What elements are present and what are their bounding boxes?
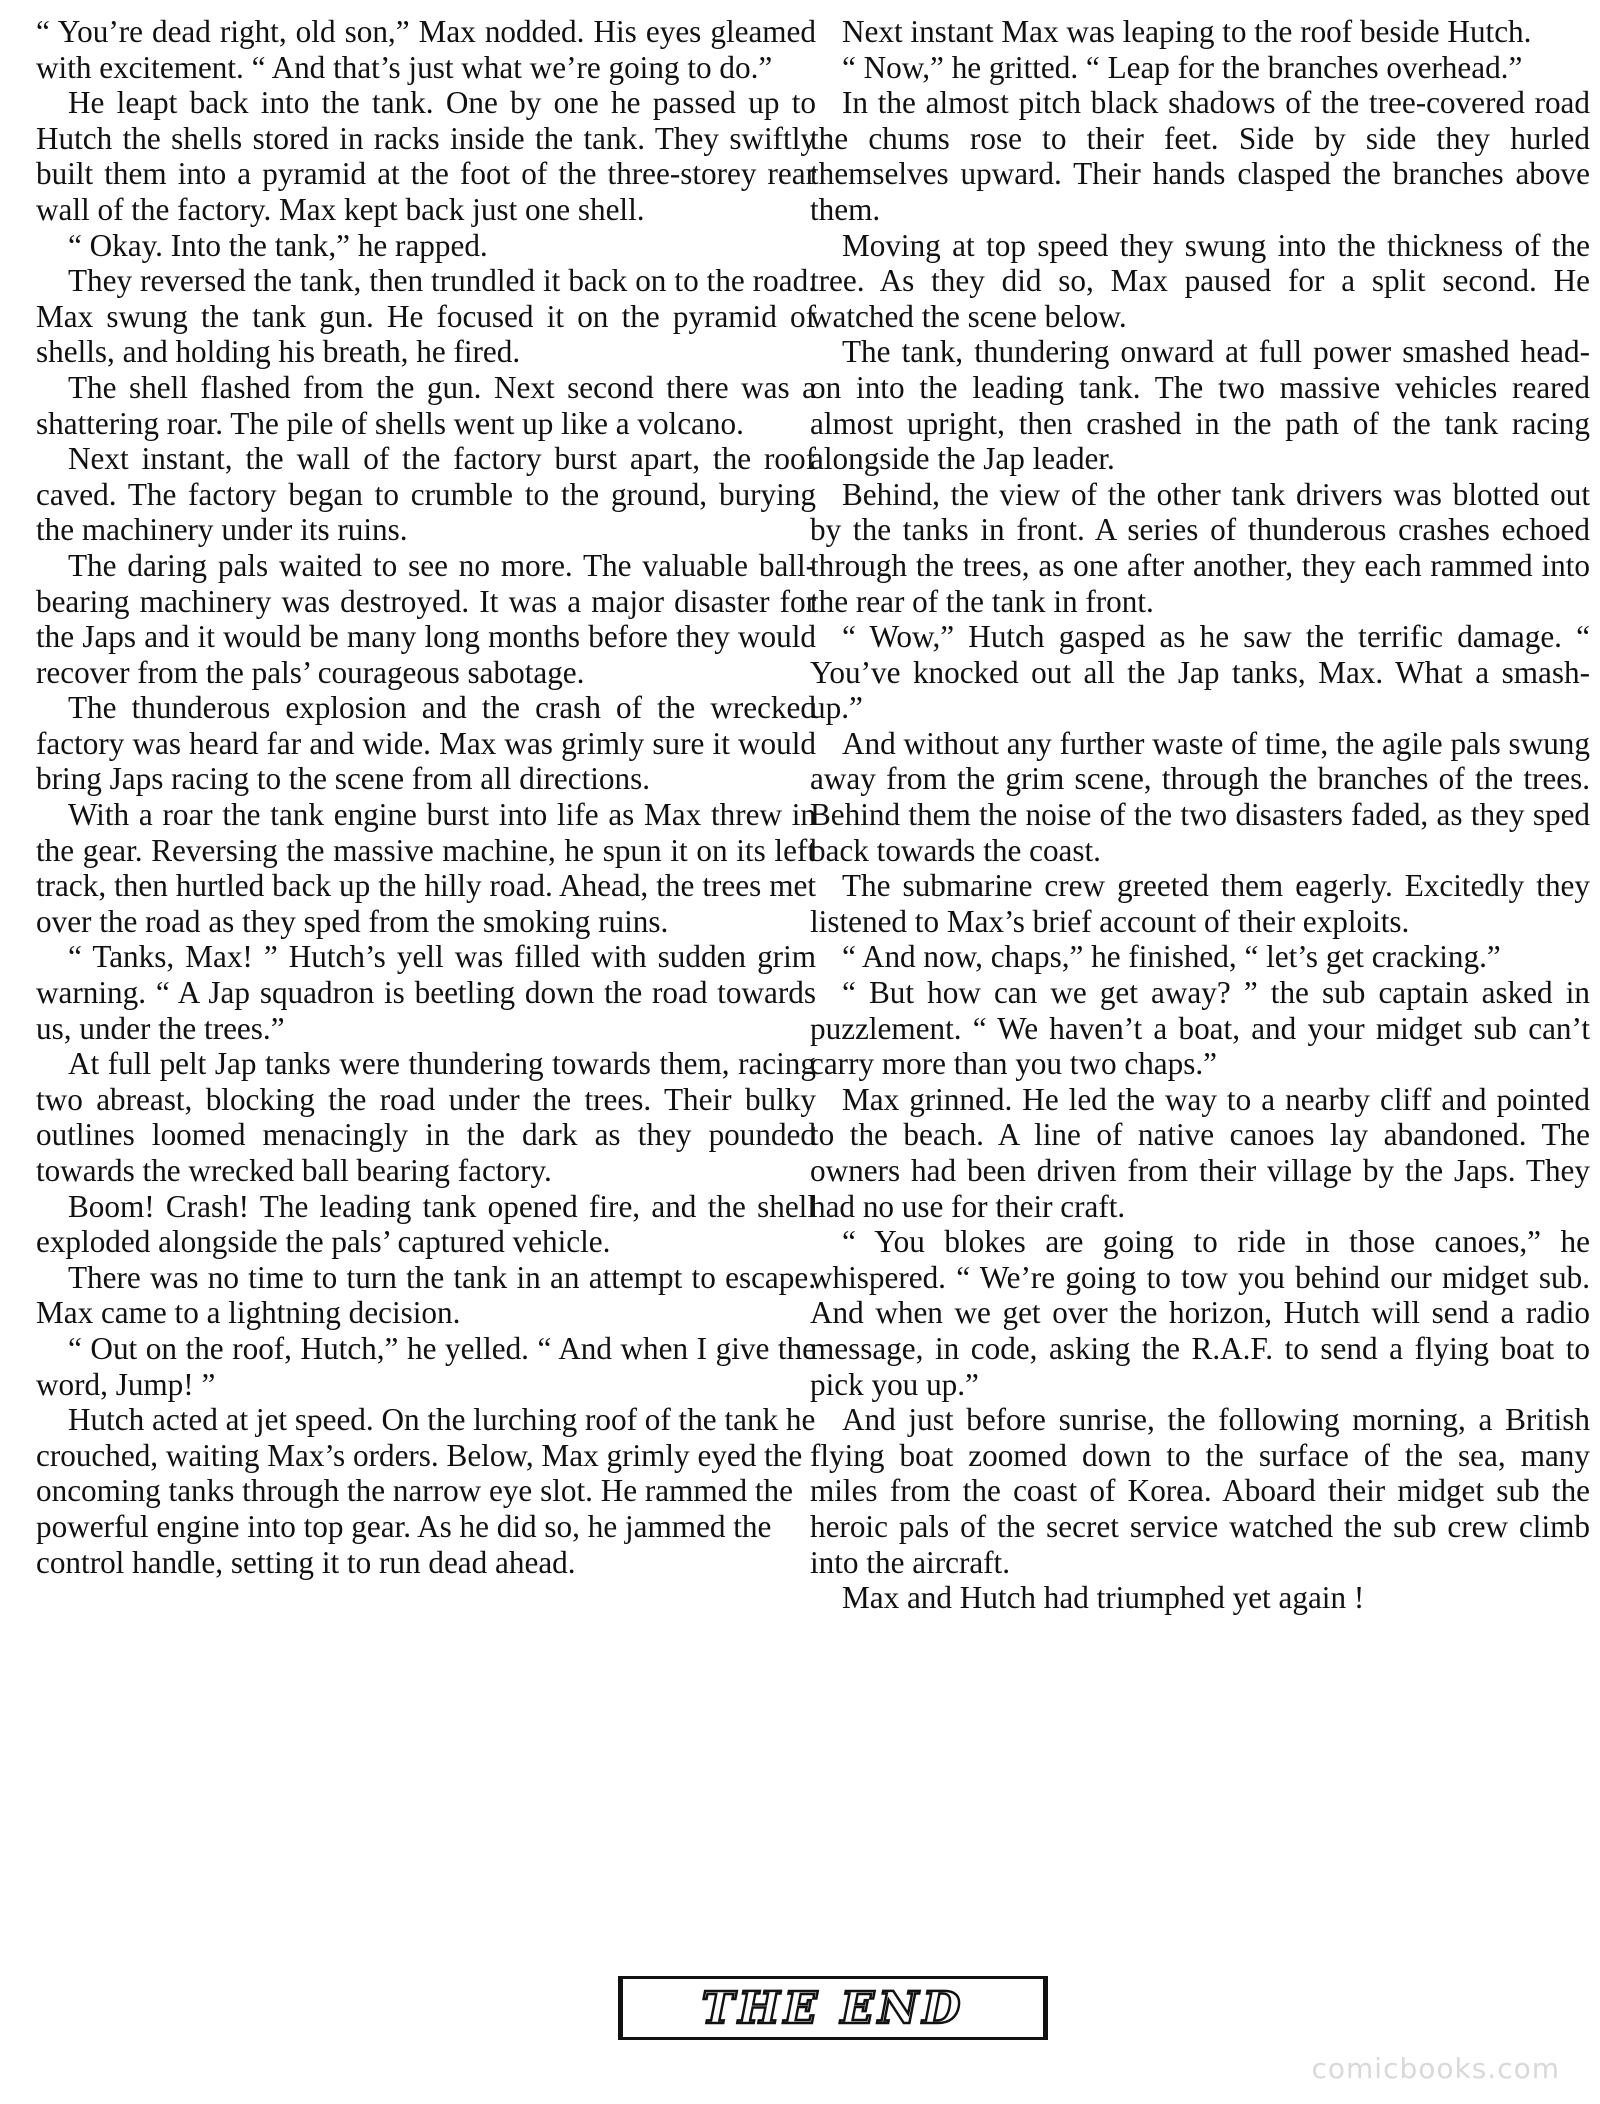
the-end-text: THE END	[701, 1982, 965, 2034]
paragraph: And just before sunrise, the following morning, a British flying boat zoomed down to the surface of the sea, many miles from the coast of Korea. Aboard their midget sub the heroic pals of the secret service watched the sub crew climb into the aircraft.	[810, 1402, 1590, 1580]
paragraph: The shell flashed from the gun. Next second there was a shattering roar. The pile of shells went up like a volcano.	[36, 369, 816, 441]
paragraph: The submarine crew greeted them eagerly. Excitedly they listened to Max’s brief account of their exploits.	[810, 868, 1590, 939]
text-column-right	[810, 14, 1590, 1616]
paragraph: “ You blokes are going to ride in those canoes,” he whispered. “ We’re going to tow you behind our midget sub. And when we get over the horizon, Hutch will send a radio message, in code, asking the R.A.F. to send a flying boat to pick you up.”	[810, 1224, 1590, 1402]
paragraph: “ Wow,” Hutch gasped as he saw the terrific damage. “ You’ve knocked out all the Jap tanks, Max. What a smash-up.”	[810, 619, 1590, 726]
paragraph: “ Out on the roof, Hutch,” he yelled. “ And when I give the word, Jump! ”	[36, 1330, 816, 1402]
paragraph: Moving at top speed they swung into the thickness of the tree. As they did so, Max paused for a split second. He watched the scene below.	[810, 227, 1590, 334]
paragraph: They reversed the tank, then trundled it back on to the road. Max swung the tank gun. He focused it on the pyramid of shells, and holding his breath, he fired.	[36, 263, 816, 370]
text-column-left	[36, 14, 816, 1580]
paragraph: Next instant, the wall of the factory burst apart, the roof caved. The factory began to crumble to the ground, burying the machinery under its ruins.	[36, 441, 816, 548]
the-end-banner	[618, 1976, 1048, 2040]
paragraph: He leapt back into the tank. One by one he passed up to Hutch the shells stored in racks inside the tank. They swiftly built them into a pyramid at the foot of the three-storey rear wall of the factory. Max kept back just one shell.	[36, 85, 816, 227]
paragraph: The daring pals waited to see no more. The valuable ball-bearing machinery was destroyed. It was a major disaster for the Japs and it would be many long months before they would recover from the pals’ courageous sabotage.	[36, 547, 816, 690]
paragraph: “ Tanks, Max! ” Hutch’s yell was filled with sudden grim warning. “ A Jap squadron is beetling down the road towards us, under the trees.”	[36, 939, 816, 1046]
paragraph: Behind, the view of the other tank drivers was blotted out by the tanks in front. A series of thunderous crashes echoed through the trees, as one after another, they each rammed into the rear of the tank in front.	[810, 476, 1590, 619]
paragraph: With a roar the tank engine burst into life as Max threw in the gear. Reversing the massive machine, he spun it on its left track, then hurtled back up the hilly road. Ahead, the trees met over the road as they sped from the smoking ruins.	[36, 797, 816, 939]
paragraph: “ Okay. Into the tank,” he rapped.	[68, 227, 488, 263]
paragraph: Hutch acted at jet speed. On the lurching roof of the tank he crouched, waiting Max’s orders. Below, Max grimly eyed the oncoming tanks through the narrow eye slot. He rammed the powerful engine into top gear. As he did so, he jammed the control handle, setting it to run dead ahead.	[36, 1402, 816, 1580]
paragraph: In the almost pitch black shadows of the tree-covered road the chums rose to their feet. Side by side they hurled themselves upward. Their hands clasped the branches above them.	[810, 85, 1590, 227]
paragraph: And without any further waste of time, the agile pals swung away from the grim scene, through the branches of the trees. Behind them the noise of the two disasters faded, as they sped back towards the coast.	[810, 725, 1590, 868]
paragraph: “ But how can we get away? ” the sub captain asked in puzzlement. “ We haven’t a boat, and your midget sub can’t carry more than you two chaps.”	[810, 975, 1590, 1082]
paragraph: Max and Hutch had triumphed yet again !	[842, 1580, 1365, 1616]
paragraph: At full pelt Jap tanks were thundering towards them, racing two abreast, blocking the road under the trees. Their bulky outlines loomed menacingly in the dark as they pounded towards the wrecked ball bearing factory.	[36, 1046, 816, 1188]
paragraph: “ And now, chaps,” he finished, “ let’s get cracking.”	[842, 939, 1501, 975]
paragraph: Next instant Max was leaping to the roof beside Hutch.	[842, 14, 1532, 49]
paragraph: “ You’re dead right, old son,” Max nodded. His eyes gleamed with excitement. “ And that’s just what we’re going to do.”	[36, 14, 816, 85]
paragraph: The tank, thundering onward at full power smashed head-on into the leading tank. The two massive vehicles reared almost upright, then crashed in the path of the tank racing alongside the Jap leader.	[810, 334, 1590, 477]
paragraph: Max grinned. He led the way to a nearby cliff and pointed to the beach. A line of native canoes lay abandoned. The owners had been driven from their village by the Japs. They had no use for their craft.	[810, 1081, 1590, 1224]
paragraph: Boom! Crash! The leading tank opened fire, and the shell exploded alongside the pals’ captured vehicle.	[36, 1188, 816, 1260]
paragraph: The thunderous explosion and the crash of the wrecked factory was heard far and wide. Max was grimly sure it would bring Japs racing to the scene from all directions.	[36, 690, 816, 797]
paragraph: There was no time to turn the tank in an attempt to escape. Max came to a lightning decision.	[36, 1259, 816, 1331]
site-watermark: comicbooks.com	[1311, 2052, 1560, 2085]
paragraph: “ Now,” he gritted. “ Leap for the branches overhead.”	[842, 49, 1523, 85]
